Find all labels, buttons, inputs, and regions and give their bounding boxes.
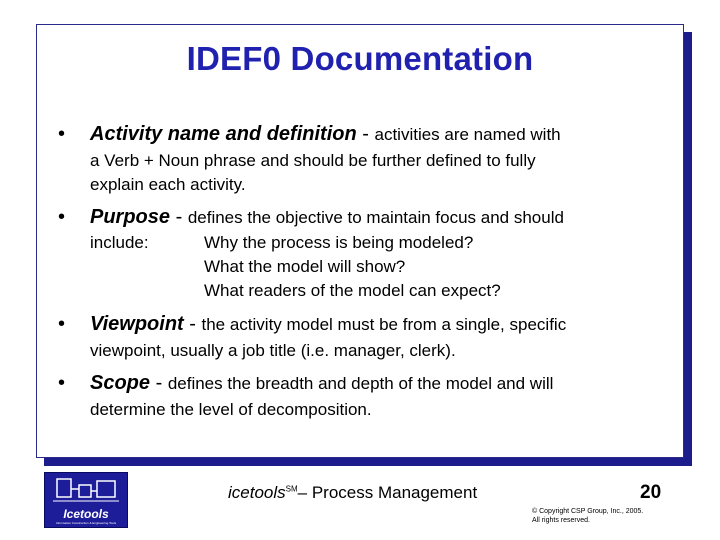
- logo-wordmark: Icetools: [63, 507, 109, 521]
- footer-title: [228, 483, 477, 503]
- copyright-notice: © Copyright CSP Group, Inc., 2005. All rights reserved.: [532, 508, 644, 524]
- bullet-dot: •: [58, 123, 66, 145]
- purpose-sub-item: What readers of the model can expect?: [204, 281, 501, 300]
- bullet-continuation: viewpoint, usually a job title (i.e. manager, clerk).: [90, 341, 456, 360]
- bullet-text: defines the breadth and depth of the model and will: [167, 374, 554, 393]
- logo-tagline: Information Construction & Engineering Tools: [55, 521, 117, 525]
- bullet-dot: •: [58, 206, 66, 228]
- bullet-text: the activity model must be from a single, specific: [201, 315, 567, 334]
- logo-graphic-icon: [45, 473, 127, 507]
- bullet-continuation: explain each activity.: [90, 175, 246, 194]
- page-number: 20: [640, 482, 662, 503]
- bullet-term: Purpose: [90, 206, 171, 228]
- slide-title: IDEF0 Documentation: [186, 40, 534, 77]
- bullet-text: activities are named with: [374, 125, 561, 144]
- bullet-dot: •: [58, 313, 66, 335]
- icetools-logo: [44, 472, 128, 528]
- bullet-dot: •: [58, 372, 66, 394]
- footer-brand: icetools: [228, 483, 286, 502]
- bullet-text: defines the objective to maintain focus and should: [187, 208, 564, 227]
- footer-subtitle: – Process Management: [297, 483, 478, 502]
- purpose-sub-item: Why the process is being modeled?: [204, 233, 474, 252]
- bullet-term: Activity name and definition: [90, 123, 357, 145]
- bullet-continuation: a Verb + Noun phrase and should be further defined to fully: [90, 151, 536, 170]
- footer-trademark: SM: [285, 484, 298, 494]
- purpose-sub-item: What the model will show?: [204, 257, 406, 276]
- bullet-continuation: determine the level of decomposition.: [90, 400, 372, 419]
- bullet-continuation-label: include:: [90, 233, 149, 252]
- bullet-term: Viewpoint: [90, 313, 184, 335]
- bullet-term: Scope: [90, 372, 151, 394]
